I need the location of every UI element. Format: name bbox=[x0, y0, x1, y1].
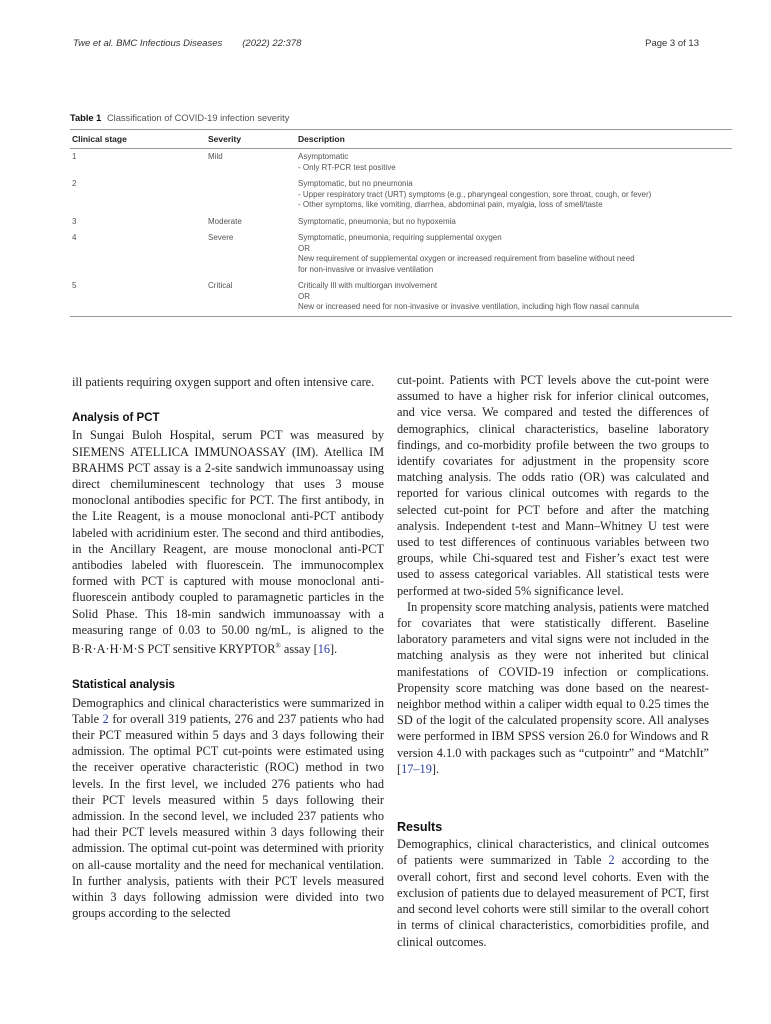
description-line: Symptomatic, but no pneumonia bbox=[298, 179, 413, 188]
table-row bbox=[70, 278, 732, 316]
results-paragraph bbox=[397, 836, 709, 949]
propensity-paragraph bbox=[397, 599, 709, 777]
table-row bbox=[70, 230, 732, 278]
citation: (2022) 22:378 bbox=[242, 38, 302, 49]
text-span: In Sungai Buloh Hospital, serum PCT was measured by SIEMENS ATELLICA IMMUNOASSAY (IM). Atellica IM BRAHMS PCT assay is a 2-site sandwich immunoassay using direct chemiluminescent technology that uses 3 mouse monoclonal antibodies specific for PCT. The first antibody, in the Lite Reagent, is a mouse monoclonal anti-PCT antibody labeled with acridinium ester. The second and third antibodies, in the Ancillary Reagent, are mouse monoclonal anti-PCT antibodies labeled with fluorescein. The immunocomplex formed with PCT is captured with mouse monoclonal anti-fluorescein antibody coupled to paramagnetic particles in the Solid Phase. This 18-min sandwich immunoassay with a measuring range of 0.03 to 50.00 ng/mL, is aligned to the B·R·A·H·M·S PCT sensitive KRYPTOR bbox=[72, 428, 384, 657]
description-line: OR bbox=[298, 291, 310, 301]
description-cell bbox=[298, 230, 732, 278]
text-span: ]. bbox=[431, 761, 440, 776]
description-line: Symptomatic, pneumonia, but no hypoxemia bbox=[298, 216, 456, 226]
section-heading-statistical-analysis: Statistical analysis bbox=[72, 679, 175, 692]
description-line: Asymptomatic bbox=[298, 152, 349, 161]
column-header-description: Description bbox=[298, 130, 732, 149]
severity-table bbox=[70, 129, 732, 317]
description-line: - Upper respiratory tract (URT) symptoms (e.g., pharyngeal congestion, sore throat, cough, or fever) bbox=[298, 189, 652, 199]
reference-link-17-19[interactable]: 17–19 bbox=[401, 761, 432, 776]
stage-cell: 4 bbox=[72, 233, 77, 242]
description-cell bbox=[298, 214, 732, 231]
registered-mark: ® bbox=[275, 642, 281, 651]
description-line: New or increased need for non-invasive or invasive ventilation, including high flow nasal cannula bbox=[298, 302, 640, 311]
column-header-stage: Clinical stage bbox=[70, 130, 208, 149]
description-line: - Only RT-PCR test positive bbox=[298, 162, 396, 172]
running-header bbox=[73, 38, 699, 49]
statistical-paragraph bbox=[72, 695, 384, 922]
page-number: Page 3 of 13 bbox=[645, 38, 699, 49]
table-1 bbox=[70, 113, 732, 317]
severity-cell: Critical bbox=[208, 281, 233, 290]
analysis-paragraph bbox=[72, 427, 384, 657]
table-row bbox=[70, 176, 732, 214]
stage-cell: 2 bbox=[72, 179, 77, 188]
description-cell bbox=[298, 149, 732, 177]
journal-citation bbox=[73, 38, 301, 49]
stage-cell: 1 bbox=[72, 152, 77, 161]
column-header-severity: Severity bbox=[208, 130, 298, 149]
reference-link-16[interactable]: 16 bbox=[317, 642, 331, 657]
text-span: for overall 319 patients, 276 and 237 patients who had their PCT measured within 5 days and 3 days following their admission. The optimal PCT cut-points were estimated using the receiver operative characteristic (ROC) method in two levels. In the first level, we included 276 patients who had their PCT levels measured within 5 days following their admission. In the second level, we included 237 patients who had their PCT levels measured within 3 days following their admission. The optimal cut-point was determined with priority on all-cause mortality and the need for mechanical ventilation. In further analysis, patients with their PCT levels measured within 3 days following admission were divided into two groups according to the selected bbox=[72, 711, 384, 921]
description-cell bbox=[298, 176, 732, 214]
journal-name: Twe et al. BMC Infectious Diseases bbox=[73, 38, 223, 49]
table-2-link[interactable]: 2 bbox=[102, 711, 109, 726]
table-caption bbox=[70, 113, 732, 123]
severity-cell bbox=[208, 176, 298, 214]
description-line: OR bbox=[298, 243, 310, 253]
description-line: New requirement of supplemental oxygen or increased requirement from baseline without need bbox=[298, 254, 635, 263]
text-span: Demographics, clinical characteristics, and clinical outcomes of patients were summarized in Table bbox=[397, 837, 709, 868]
right-column bbox=[397, 372, 709, 950]
text-span: assay [ bbox=[280, 642, 318, 657]
stage-cell: 3 bbox=[72, 216, 77, 226]
table-row bbox=[70, 214, 732, 231]
description-line: for non-invasive or invasive ventilation bbox=[298, 264, 434, 274]
description-line: Symptomatic, pneumonia, requiring supplemental oxygen bbox=[298, 233, 502, 242]
description-line: Critically Ill with multiorgan involvement bbox=[298, 281, 438, 290]
table-row bbox=[70, 149, 732, 177]
severity-cell: Severe bbox=[208, 233, 234, 242]
text-span: ]. bbox=[330, 642, 338, 657]
severity-cell: Mild bbox=[208, 152, 223, 161]
table-header-row bbox=[70, 130, 732, 149]
text-span: according to the overall cohort, first and second level cohorts. Even with the exclusion of patients due to delayed measurement of PCT, first and second level cohorts were still similar to the overall cohort in terms of clinical characteristics, comorbidities profile, and clinical outcomes. bbox=[397, 853, 709, 949]
section-heading-analysis-of-pct: Analysis of PCT bbox=[72, 412, 160, 425]
text-span: Demographics and clinical characteristics were summarized in Table bbox=[72, 695, 384, 726]
methods-paragraph: cut-point. Patients with PCT levels above the cut-point were assumed to have a higher risk for inferior clinical outcomes, and vice versa. We compared and tested the differences of demographics, clinical characteristics, baseline laboratory findings, and co-morbidity profile between the two groups to identify covariates for adjustment in the propensity score matching analysis. The odds ratio (OR) was calculated and reported for various clinical outcomes with regards to the selected cut-point for PCT before and after the matching analysis. Independent t-test and Mann–Whitney U test were used to test differences of continuous variables between two groups, while Chi-squared test and Fisher’s exact test were used to assess categorical variables. All statistical tests were performed at two-sided 5% significance level. bbox=[397, 373, 709, 598]
severity-cell: Moderate bbox=[208, 216, 242, 226]
left-column bbox=[72, 374, 384, 921]
table-label: Table 1 bbox=[70, 113, 102, 123]
intro-paragraph: ill patients requiring oxygen support and often intensive care. bbox=[72, 375, 375, 389]
stage-cell: 5 bbox=[72, 281, 77, 290]
description-line: - Other symptoms, like vomiting, diarrhea, abdominal pain, myalgia, loss of smell/taste bbox=[298, 200, 603, 209]
table-title: Classification of COVID-19 infection severity bbox=[106, 113, 290, 123]
text-span: In propensity score matching analysis, patients were matched for covariates that were statistically different. Baseline laboratory parameters and vital signs were not included in the matching analysis as they were not inherited but clinical manifestations of COVID-19 infection or complications. Propensity score matching was done based on the nearest-neighbor method within a caliper width equal to 0.25 times the SD of the logit of the calculated propensity score. All analyses were performed in IBM SPSS version 26.0 for Windows and R version 4.1.0 with packages such as “cutpointr” and “MatchIt” [ bbox=[397, 599, 709, 776]
description-cell bbox=[298, 278, 732, 316]
table-2-link[interactable]: 2 bbox=[608, 853, 615, 868]
section-heading-results: Results bbox=[397, 820, 443, 835]
